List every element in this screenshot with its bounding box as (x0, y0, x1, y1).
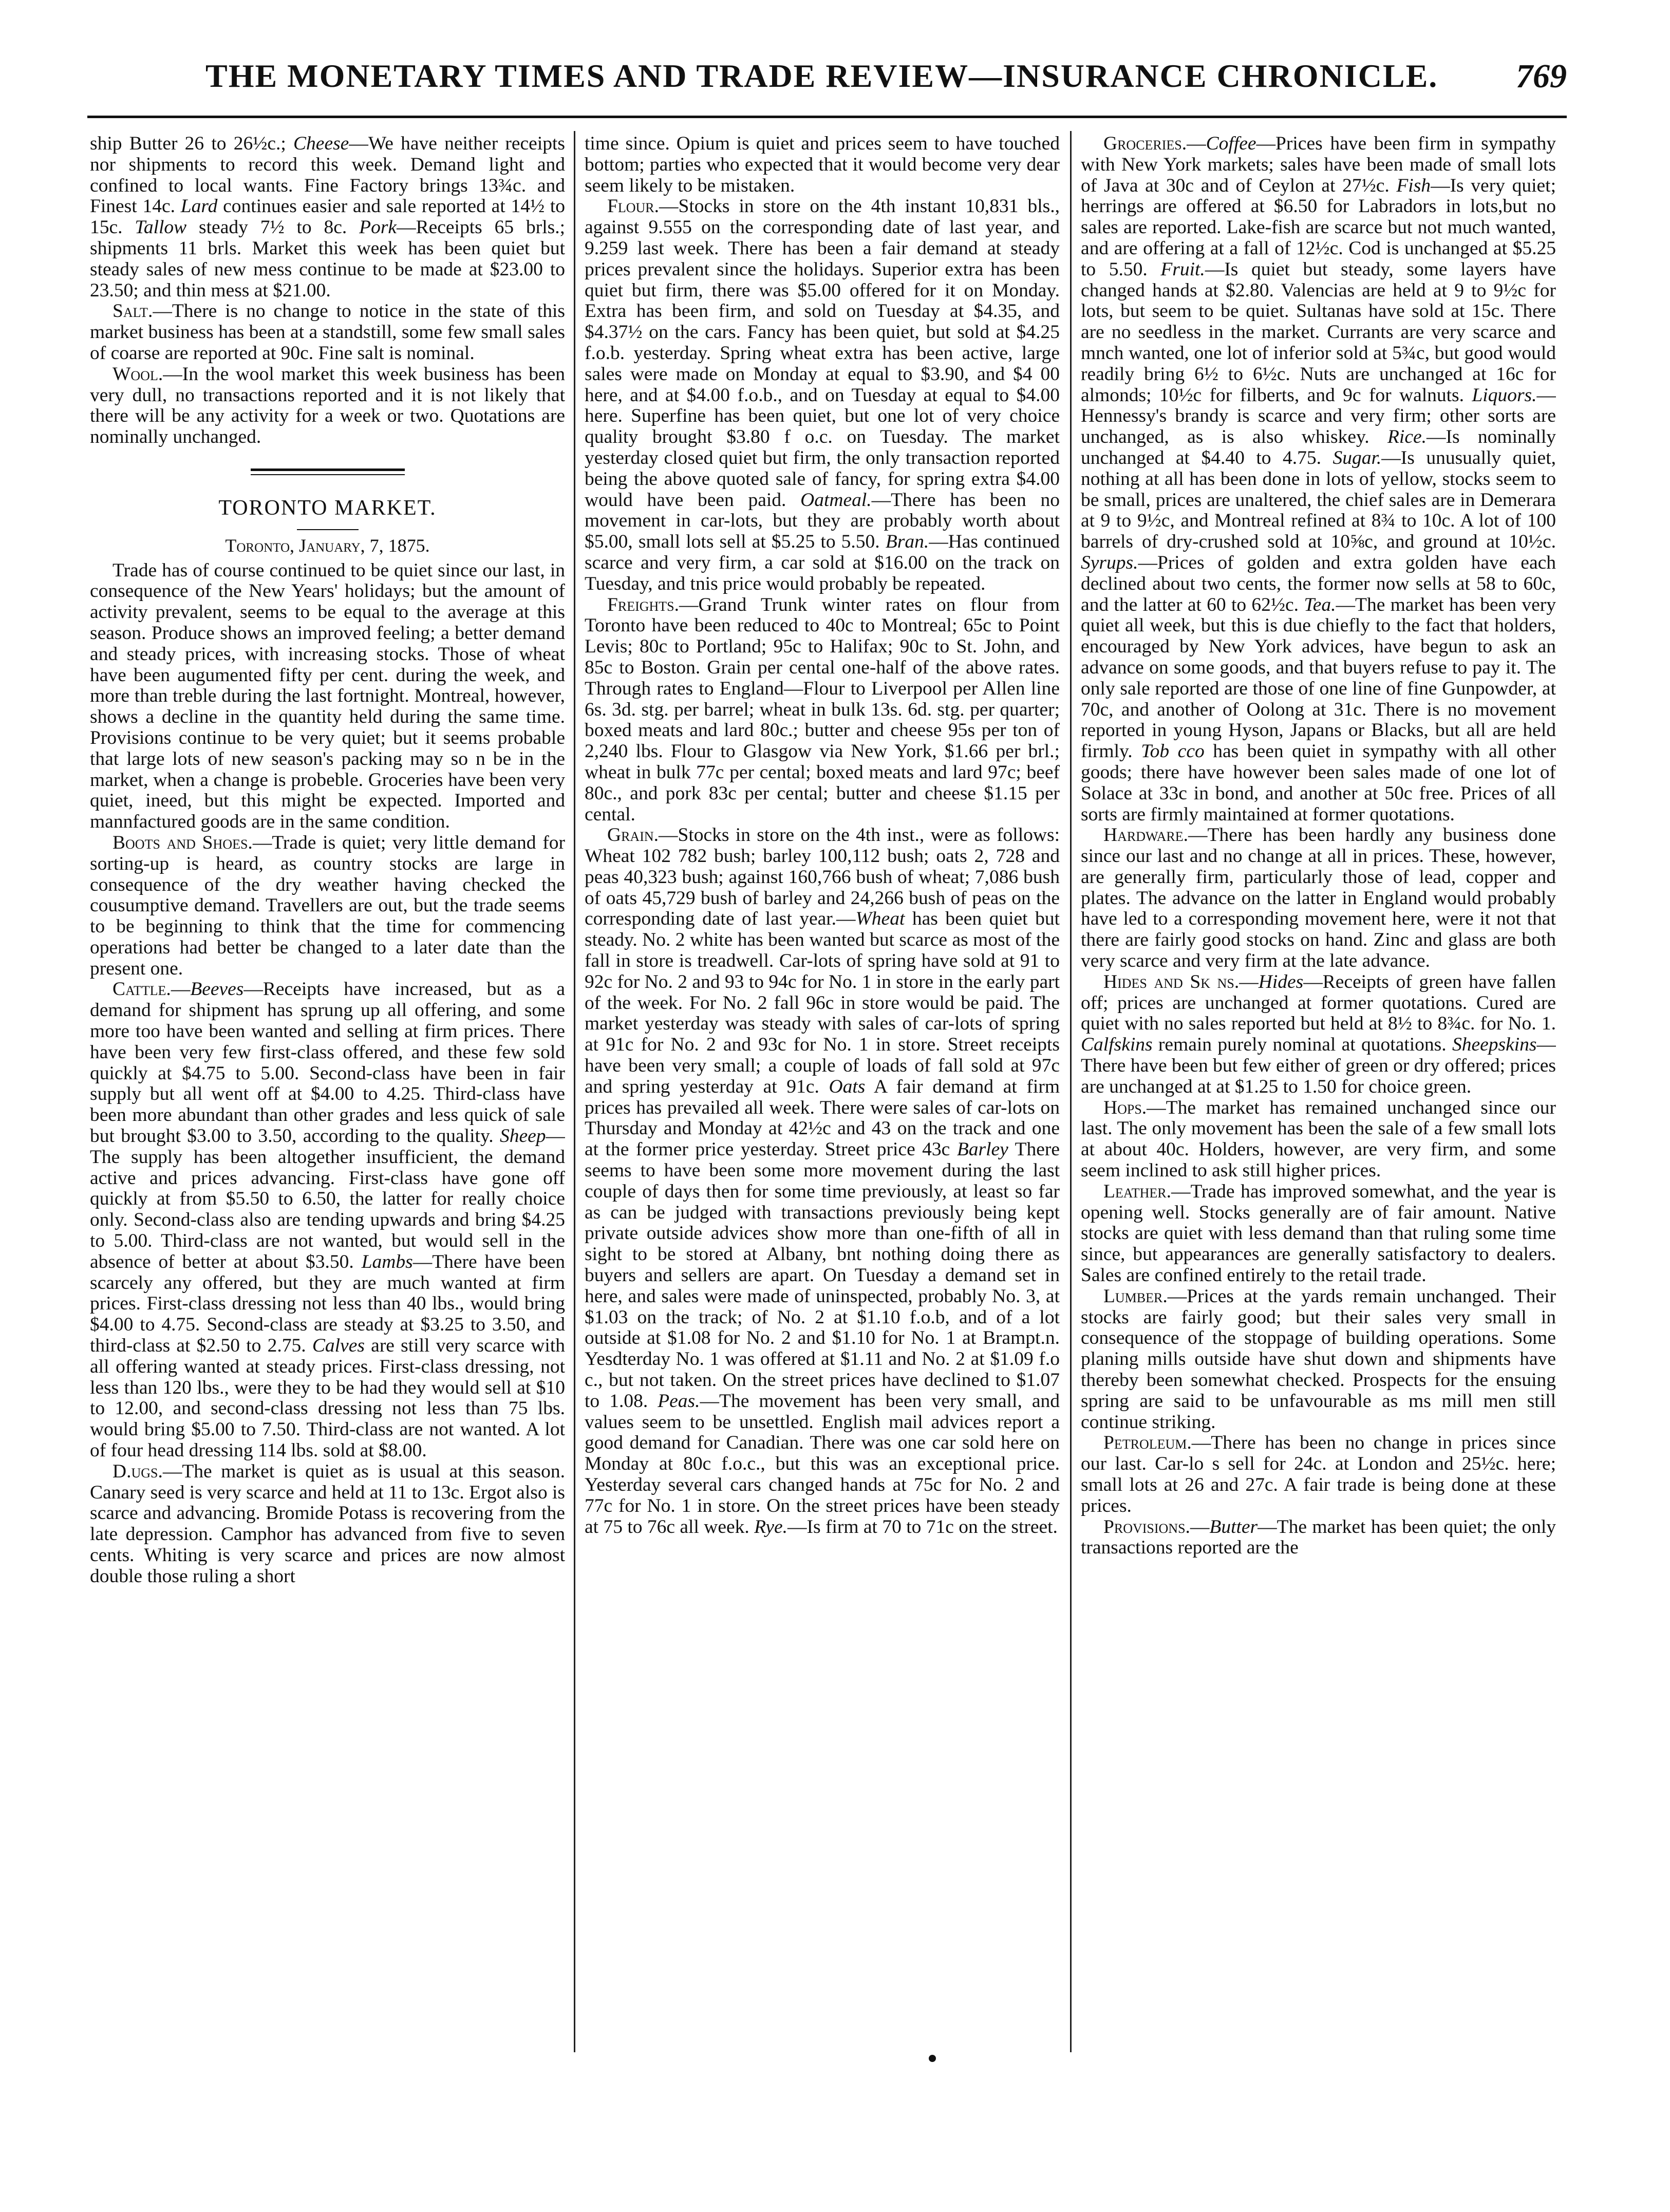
column-rule-left (574, 131, 575, 2052)
masthead-title: THE MONETARY TIMES AND TRADE REVIEW—INSURANCE CHRONICLE. (205, 58, 1438, 94)
provisions-paragraph: Provisions.—Butter—The market has been quiet; the only transactions reported are the (1081, 1516, 1556, 1559)
flour-paragraph: Flour.—Stocks in store on the 4th instant 10,831 bls., against 9.555 on the corresponding date of last year, and 9.259 last week. There has been a fair demand at steady prices prevalent since the holidays. Superior extra has been quiet but firm, there was $5.00 offered for it on Monday. Extra has been firm, and sold on Tuesday at $4.35, and $4.37½ on the cars. Fancy has been quiet, but sold at $4.25 f.o.b. yesterday. Spring wheat extra has been active, large sales were made on Monday at equal to $3.90, and $4 00 here, and at $4.00 f.o.b., and on Tuesday at equal to $4.00 here. Superfine has been quiet, but one lot of very choice quality brought $3.80 f o.c. on Tuesday. The market yesterday closed quiet but firm, the only transaction reported being the above quoted sale of fancy, for spring extra $4.00 would have been paid. Oatmeal.—There has been no movement in car-lots, but they are probably worth about $5.00, small lots sell at $5.25 to 5.50. Bran.—Has continued scarce and very firm, a car sold at $16.00 on the track on Tuesday, and tnis price would probably be repeated. (585, 196, 1060, 594)
page-header (87, 54, 1567, 118)
groceries-paragraph: Groceries.—Coffee—Prices have been firm in sympathy with New York markets; sales have been made of small lots of Java at 30c and of Ceylon at 27½c. Fish—Is very quiet; herrings are offered at $6.50 for Labradors in lots,but no sales are reported. Lake-fish are scarce but not much wanted, and are offering at a fall of 12½c. Cod is unchanged at $5.25 to 5.50. Fruit.—Is quiet but steady, some layers have changed hands at $2.80. Valencias are held at 9 to 9½c for lots, but seem to be quiet. Sultanas have sold at 15c. There are no seedless in the market. Currants are very scarce and mnch wanted, one lot of inferior sold at 5¾c, but good would readily bring 6½ to 6½c. Nuts are unchanged at 16c for almonds; 10½c for filberts, and 9c for walnuts. Liquors.—Hennessy's brandy is scarce and very firm; other sorts are unchanged, as is also whiskey. Rice.—Is nominally unchanged at $4.40 to 4.75. Sugar.—Is unusually quiet, nothing at all has been done in lots of yellow, stocks seem to be small, prices are unaltered, the chief sales are in Demerara at 9 to 9½c, and Montreal refined at 8¾ to 10c. A lot of 100 barrels of dry-crushed sold at 10⅝c, and ground at 10½c. Syrups.—Prices of golden and extra golden have each declined about two cents, the former now sells at 58 to 60c, and the latter at 60 to 62½c. Tea.—The market has been very quiet all week, but this is due chiefly to the fact that holders, encouraged by New York advices, have begun to ask an advance on some goods, and that buyers refuse to pay it. The only sale reported are those of one line of fine Gunpowder, at 70c, and another of Oolong at 31c. There is no movement reported in young Hyson, Japans or Blacks, but all are held firmly. Tob cco has been quiet in sympathy with all other goods; there have however been sales made of one lot of Solace at 33c in bond, and another at 50c free. Prices of all sorts are firmly maintained at former quotations. (1081, 134, 1556, 825)
footer-dot (929, 2055, 936, 2062)
grain-paragraph: Grain.—Stocks in store on the 4th inst., were as follows: Wheat 102 782 bush; barley 100,112 bush; oats 2, 728 and peas 40,323 bush; against 160,766 bush of wheat; 7,086 bush of oats 45,729 bush of barley and 24,266 bush of peas on the corresponding date of last year.—Wheat has been quiet but steady. No. 2 white has been wanted but scarce as most of the fall in store is treadwell. Car-lots of spring have sold at 91 to 92c for No. 2 and 93 to 94c for No. 1 in store in the early part of the week. For No. 2 fall 96c in store would be paid. The market yesterday was steady with sales of car-lots of spring at 91c for No. 2 and 93c for No. 1 in store. Street receipts have been very small; a couple of loads of fall sold at 97c and spring yesterday at 91c. Oats A fair demand at firm prices has prevailed all week. There were sales of car-lots on Thursday and Monday at 42½c and 43 on the track and one at the former price yesterday. Street price 43c Barley There seems to have been some more movement during the last couple of days then for some time previously, at least so far as can be judged with transactions previously being kept private outside advices show more than one-fifth of all in sight to be stored at Albany, bnt nothing doing there as buyers and sellers are apart. On Tuesday a demand set in here, and sales were made of uninspected, probably No. 3, at $1.03 on the track; of No. 2 at $1.10 f.o.b, and of a lot outside at $1.08 for No. 2 and $1.10 for No. 1 at Brampt.n. Yesdterday No. 1 was offered at $1.11 and No. 2 at $1.09 f.o c., but not taken. On the street prices have declined to $1.07 to 1.08. Peas.—The movement has been very small, and values seem to be unsettled. English mail advices report a good demand for Canadian. There was one car sold here on Monday at 80c f.o.c., but this was an exceptional price. Yesterday several cars changed hands at 75c for No. 2 and 77c for No. 1 in store. On the street prices have been steady at 75 to 76c all week. Rye.—Is firm at 70 to 71c on the street. (585, 824, 1060, 1538)
leather-paragraph: Leather.—Trade has improved somewhat, and the year is opening well. Stocks generally are of fair amount. Native stocks are quiet with less demand than that ruling some time since, but appearances are generally satisfactory to dealers. Sales are confined entirely to the retail trade. (1081, 1180, 1556, 1286)
column-1 (90, 134, 565, 2065)
drugs-paragraph: D.ugs.—The market is quiet as is usual at this season. Canary seed is very scarce and held at 11 to 13c. Ergot also is scarce and advancing. Bromide Potass is recovering from the late depression. Camphor has advanced from five to seven cents. Whiting is very scarce and prices are now almost double those ruling a short (90, 1460, 565, 1587)
freights-paragraph: Freights.—Grand Trunk winter rates on flour from Toronto have been reduced to 40c to Montreal; 65c to Point Levis; 80c to Portland; 95c to Halifax; 90c to St. John, and 85c to Boston. Grain per cental one-half of the above rates. Through rates to England—Flour to Liverpool per Allen line 6s. 3d. stg. per barrel; wheat in bulk 13s. 6d. stg. per quarter; boxed meats and lard 80c.; butter and cheese 95s per ton of 2,240 lbs. Flour to Glasgow via New York, $1.66 per brl.; wheat in bulk 77c per cental; boxed meats and lard 97c; beef 80c., and pork 83c per cental; butter and cheese $1.15 per cental. (585, 594, 1060, 825)
boots-paragraph: Boots and Shoes.—Trade is quiet; very little demand for sorting-up is heard, as country stocks are large in consequence of the dry weather having checked the cousumptive demand. Travellers are out, but the trade seems to be beginning to think that the time for commencing operations had better be changed to a later date than the present one. (90, 832, 565, 979)
hides-paragraph: Hides and Sk ns.—Hides—Receipts of green have fallen off; prices are unchanged at former quotations. Cured are quiet with no sales reported but held at 8½ to 8¾c. for No. 1. Calfskins remain purely nominal at quotations. Sheepskins—There have been but few either of green or dry offered; prices are unchanged at at $1.25 to 1.50 for choice green. (1081, 971, 1556, 1097)
hardware-paragraph: Hardware.—There has been hardly any business done since our last and no change at all in prices. These, however, are generally firm, particularly those of lead, copper and plates. The advance on the latter in England would probably have led to a corresponding movement here, were it not that there are fairly good stocks on hand. Zinc and glass are both very scarce and very firm at the late advance. (1081, 824, 1556, 972)
hops-paragraph: Hops.—The market has remained unchanged since our last. The only movement has been the sale of a few small lots at about 40c. Holders, however, are very firm, and some seem inclined to ask still higher prices. (1081, 1097, 1556, 1182)
provisions-continued: ship Butter 26 to 26½c.; Cheese—We have neither receipts nor shipments to record this week. Demand light and confined to local wants. Fine Factory brings 13¾c. and Finest 14c. Lard continues easier and sale reported at 14½ to 15c. Tallow steady 7½ to 8c. Pork—Receipts 65 brls.; shipments 11 brls. Market this week has been quiet but steady sales of new mess continue to be made at $23.00 to 23.50; and thin mess at $21.00. (90, 134, 565, 301)
petroleum-paragraph: Petroleum.—There has been no change in prices since our last. Car-lo s sell for 24c. at London and 25½c. here; small lots at 26 and 27c. A fair trade is being done at these prices. (1081, 1432, 1556, 1516)
section-title: TORONTO MARKET. (218, 496, 437, 520)
drugs-continued: time since. Opium is quiet and prices seem to have touched bottom; parties who expected that it would become very dear seem likely to be mistaken. (585, 134, 1060, 196)
wool-paragraph: Wool.—In the wool market this week business has been very dull, no transactions reported and it is not likely that there will be any activity for a week or two. Quotations are nominally unchanged. (90, 363, 565, 448)
section-divider (251, 468, 405, 475)
lumber-paragraph: Lumber.—Prices at the yards remain unchanged. Their stocks are fairly good; but their sales very small in consequence of the stoppage of building operations. Some planing mills outside have shut down and shipments have thereby been somewhat checked. Prospects for the ensuing spring are said to be unfavourable as ms mill men still continue striking. (1081, 1285, 1556, 1433)
dateline: Toronto, January, 7, 1875. (225, 535, 430, 556)
title-rule (297, 529, 359, 530)
column-rule-right (1070, 131, 1072, 2052)
column-3 (1081, 134, 1556, 2065)
page-number: 769 (1516, 58, 1567, 95)
column-2 (585, 134, 1060, 2065)
cattle-paragraph: Cattle.—Beeves—Receipts have increased, but as a demand for shipment has sprung up all offering, and some more too have been wanted and selling at firm prices. There have been very few first-class offered, and these few sold quickly at $4.75 to 5.00. Second-class have been in fair supply but all went off at $4.00 to 4.25. Third-class have been more abundant than other grades and less quick of sale but brought $3.00 to 3.50, according to the quality. Sheep—The supply has been altogether insufficient, the demand active and prices advancing. First-class have gone off quickly at from $5.50 to 6.50, the latter for really choice only. Second-class also are tending upwards and bring $4.25 to 5.00. Third-class are not wanted, but would sell in the absence of better at about $3.50. Lambs—There have been scarcely any offered, but they are much wanted at firm prices. First-class dressing not less than 40 lbs., would bring $4.00 to 4.75. Second-class are steady at $3.25 to 3.50, and third-class at $2.50 to 2.75. Calves are still very scarce with all offering wanted at steady prices. First-class dressing, not less than 120 lbs., were they to be had they would sell at $10 to 12.00, and second-class dressing not less than 75 lbs. would bring $5.00 to 7.50. Third-class are not wanted. A lot of four head dressing 114 lbs. sold at $8.00. (90, 979, 565, 1461)
intro-paragraph: Trade has of course continued to be quiet since our last, in consequence of the New Years' holidays; but the amount of activity prevalent, seems to be equal to the average at this season. Produce shows an improved feeling; a better demand and steady prices, with increasing stocks. Those of wheat have been augumented fifty per cent. during the week, and more than treble during the last fortnight. Montreal, however, shows a decline in the quantity held during the same time. Provisions continue to be very quiet; but it seems probable that large lots of new season's packing may so n be in the market, when a change is probeble. Groceries have been very quiet, ineed, but this might be expected. Imported and mannfactured goods are in the same condition. (90, 559, 565, 833)
salt-paragraph: Salt.—There is no change to notice in the state of this market business has been at a standstill, some few small sales of coarse are reported at 90c. Fine salt is nominal. (90, 301, 565, 364)
